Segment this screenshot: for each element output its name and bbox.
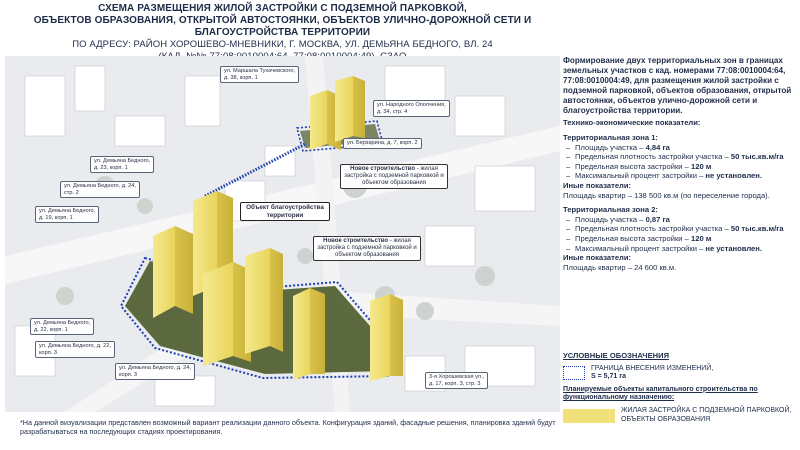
intro-text: Формирование двух территориальных зон в границах земельных участков с кад. номерами 77:08:0010004:64, 77:08:0010004:49, для размещения жилой застройки с подземной парковкой, объектов образования, открытой автостоянки, объектов улично-дорожной сети и благоустройства территории. (563, 56, 792, 115)
zone1-density: – Предельная плотность застройки участка – 50 тыс.кв.м/га (575, 152, 795, 162)
title-line-3: ПО АДРЕСУ: РАЙОН ХОРОШЕВО-МНЕВНИКИ, Г. МОСКВА, УЛ. ДЕМЬЯНА БЕДНОГО, ВЛ. 24 (72, 39, 493, 50)
boundary-swatch (563, 366, 585, 380)
zone2-area: – Площадь участка – 0,87 га (575, 215, 795, 225)
zone1-title: Территориальная зона 1: (563, 133, 658, 143)
zone2-list (563, 215, 795, 253)
legend-boundary-line1: ГРАНИЦА ВНЕСЕНИЯ ИЗМЕНЕНИЙ, (591, 364, 714, 372)
label-demyan-22-k1: ул. Демьяна Бедного, д. 22, корп. 1 (30, 318, 94, 335)
zone2-title: Территориальная зона 2: (563, 205, 658, 215)
label-new-construction-south: Новое строительство - жилая застройка с подземной парковкой и объектом образования (313, 236, 421, 261)
site-visualization (5, 56, 560, 412)
label-demyan-19: ул. Демьяна Бедного, д. 19, корп. 1 (35, 206, 99, 223)
label-khoroshevskaya: 3-я Хорошевская ул., д. 17, корп. 3, стр. 3 (425, 372, 488, 389)
label-berzarina: ул. Берзарина, д. 7, корп. 2 (343, 138, 422, 149)
label-narodnogo: ул. Народного Ополчения, д. 34, стр. 4 (373, 100, 450, 117)
label-marshala: ул. Маршала Тухачевского, д. 38, корп. 1 (220, 66, 299, 83)
title-line-2: ОБЪЕКТОВ ОБРАЗОВАНИЯ, ОТКРЫТОЙ АВТОСТОЯНКИ, ОБЪЕКТОВ УЛИЧНО-ДОРОЖНОЙ СЕТИ И БЛАГОУСТРОЙСТВА ТЕРРИТОРИИ (33, 15, 532, 38)
zone1-other-text: Площадь квартир – 138 500 кв.м (по переселение города). (563, 190, 770, 200)
zone2-height: – Предельная высота застройки – 120 м (575, 234, 795, 244)
label-demyan-24-k3: ул. Демьяна Бедного, д. 24, корп. 3 (115, 363, 195, 380)
residential-swatch (563, 409, 615, 423)
label-new-construction-north: Новое строительство - жилая застройка с подземной парковкой и объектом образования (340, 164, 448, 189)
label-demyan-23: ул. Демьяна Бедного, д. 23, корп. 1 (90, 156, 154, 173)
legend-residential-text: ЖИЛАЯ ЗАСТРОЙКА С ПОДЗЕМНОЙ ПАРКОВКОЙ, ОБЪЕКТЫ ОБРАЗОВАНИЯ (621, 406, 792, 423)
zone2-density: – Предельная плотность застройки участка – 50 тыс.кв.м/га (575, 224, 795, 234)
zone1-percent: – Максимальный процент застройки – не установлен. (575, 171, 795, 181)
label-demyan-22-k3: ул. Демьяна Бедного, д. 22, корп. 3 (35, 341, 115, 358)
zone2-other-title: Иные показатели: (563, 253, 632, 263)
title-block (0, 3, 565, 63)
legend-boundary (563, 365, 795, 382)
label-demyan-24-str2: ул. Демьяна Бедного, д. 24, стр. 2 (60, 181, 140, 198)
legend-planned-title: Планируемые объекты капитального строительства по функциональному назначению: (563, 385, 758, 402)
zone1-area: – Площадь участка – 4,84 га (575, 143, 795, 153)
legend-residential (563, 407, 795, 424)
legend (563, 352, 795, 424)
legend-title: УСЛОВНЫЕ ОБОЗНАЧЕНИЯ (563, 351, 670, 360)
title-line-1: СХЕМА РАЗМЕЩЕНИЯ ЖИЛОЙ ЗАСТРОЙКИ С ПОДЗЕМНОЙ ПАРКОВКОЙ, (98, 3, 467, 14)
info-panel (563, 56, 795, 272)
tech-header: Технико-экономические показатели: (563, 118, 701, 128)
legend-boundary-line2: S = 5,71 га (591, 373, 627, 381)
zone1-other-title: Иные показатели: (563, 181, 632, 190)
disclaimer-note: *На данной визуализации представлен возможный вариант реализации данного объекта. Конфигурация зданий, фасадные решения, планировка зданий будут разрабатываться на последующих стадиях проектирования. (20, 418, 556, 436)
zone1-list (563, 143, 795, 181)
map-illustration (5, 56, 560, 412)
label-landscaping-object: Объект благоустройства территории (240, 202, 330, 221)
zone1-height: – Предельная высота застройки – 120 м (575, 162, 795, 172)
zone2-other-text: Площадь квартир – 24 600 кв.м. (563, 262, 677, 272)
zone2-percent: – Максимальный процент застройки – не установлен. (575, 244, 795, 254)
